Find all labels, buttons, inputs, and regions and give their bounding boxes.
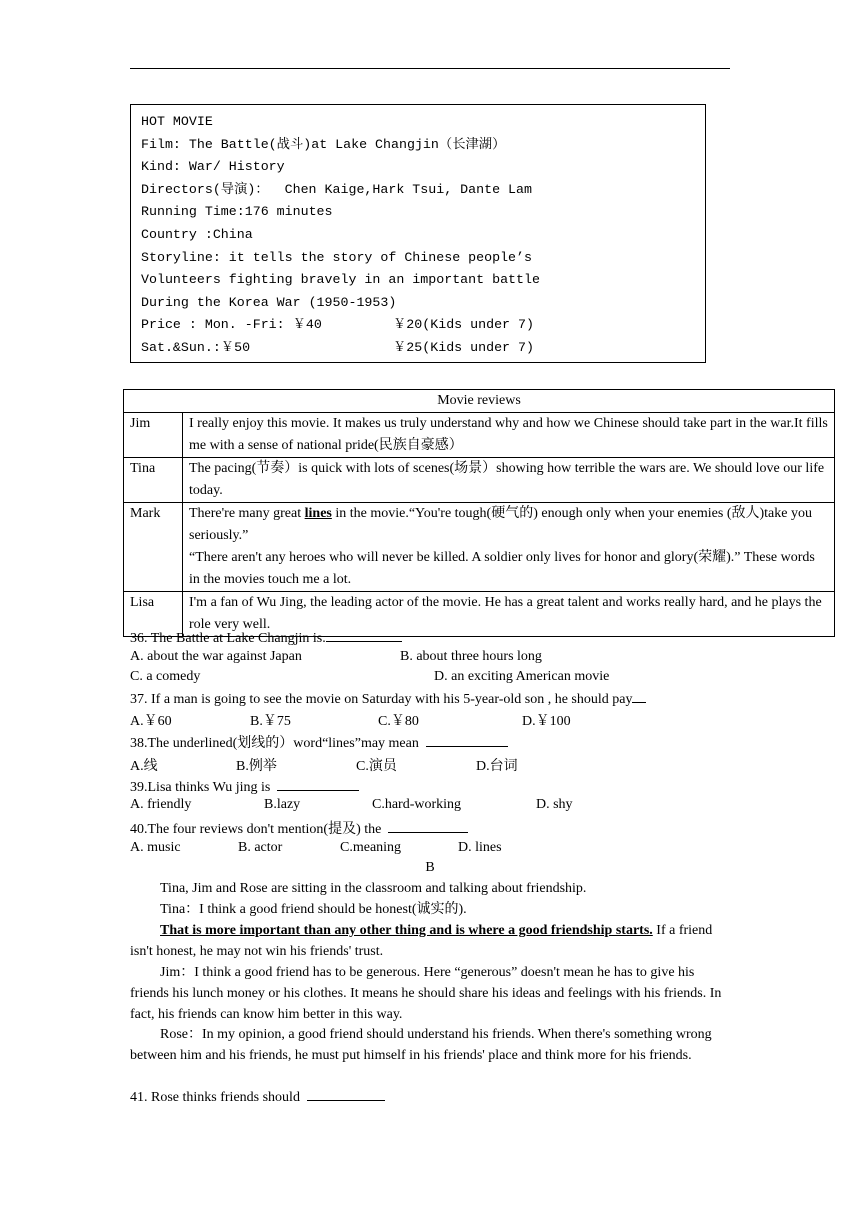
answer-blank: [307, 1086, 385, 1101]
option-a: A.线: [130, 759, 158, 774]
movie-line: Film: The Battle(战斗)at Lake Changjin（长津湖）: [141, 136, 506, 152]
table-row: [124, 458, 835, 503]
price-weekday: [141, 314, 705, 337]
review-text: [183, 503, 835, 592]
option-b: B.例举: [236, 759, 277, 774]
option-d: D. shy: [536, 797, 573, 812]
reviewer-name: Mark: [124, 503, 183, 592]
question-41: [130, 1086, 385, 1108]
reviews-header: Movie reviews: [124, 390, 835, 413]
price-weekend-kids: ￥25(Kids under 7): [393, 339, 534, 355]
reviewer-name: Lisa: [124, 592, 183, 637]
option-b: B. about three hours long: [400, 649, 542, 664]
paragraph-text: If a friend isn't honest, he may not win his friends' trust.: [130, 923, 713, 959]
answer-blank: [277, 776, 359, 791]
option-c: C.hard-working: [372, 797, 462, 812]
question-40: [130, 818, 468, 840]
review-text: The pacing(节奏）is quick with lots of scenes(场景）showing how terrible the wars are. We should love our life today.: [183, 458, 835, 503]
option-c: C.￥80: [378, 714, 419, 729]
option-b: B.￥75: [250, 714, 291, 729]
passage-paragraph: Tina, Jim and Rose are sitting in the classroom and talking about friendship.: [160, 881, 587, 896]
option-c: C. a comedy: [130, 669, 201, 684]
question-37: [130, 688, 646, 710]
price-weekend: [141, 337, 705, 360]
option-d: D.￥100: [522, 714, 571, 729]
option-a: A.￥60: [130, 714, 172, 729]
option-d: D. lines: [458, 840, 502, 855]
question-text: 37. If a man is going to see the movie on Saturday with his 5-year-old son , he should pay: [130, 692, 633, 707]
review-text-quote: “There aren't any heroes who will never be killed. A soldier only lives for honor and glory(荣耀).” These words in the movies touch me a lot.: [189, 550, 815, 587]
movie-line: Volunteers fighting bravely in an important battle: [141, 272, 540, 288]
table-row: [124, 413, 835, 458]
question-text: 36. The Battle at Lake Changjin is.: [130, 631, 326, 646]
reviewer-name: Jim: [124, 413, 183, 458]
passage-paragraph: [130, 921, 730, 963]
movie-line: Running Time:176 minutes: [141, 204, 333, 220]
underlined-sentence: That is more important than any other thing and is where a good friendship starts.: [160, 923, 653, 938]
question-38: [130, 732, 508, 754]
passage-paragraph: Tina：I think a good friend should be honest(诚实的).: [160, 902, 467, 917]
option-b: B. actor: [238, 840, 283, 855]
answer-blank: [426, 732, 508, 747]
review-text: I'm a fan of Wu Jing, the leading actor of the movie. He has a great talent and works really hard, and he plays the role very well.: [183, 592, 835, 637]
passage-paragraph: Rose：In my opinion, a good friend should understand his friends. When there's something wrong between him and his friends, he must put himself in his friends' place and think more for his friends.: [130, 1027, 712, 1063]
question-39: [130, 776, 359, 798]
question-text: 41. Rose thinks friends should: [130, 1090, 300, 1105]
review-text-pre: There're many great: [189, 506, 305, 521]
reviewer-name: Tina: [124, 458, 183, 503]
option-a: A. friendly: [130, 797, 192, 812]
movie-line: During the Korea War (1950-1953): [141, 294, 397, 310]
question-36: [130, 627, 402, 649]
option-c: C.meaning: [340, 840, 402, 855]
option-d: D. an exciting American movie: [434, 669, 610, 684]
answer-blank: [632, 688, 646, 703]
movie-line: Country :China: [141, 226, 253, 242]
movie-line: HOT MOVIE: [141, 114, 213, 129]
movie-line: Kind: War/ History: [141, 159, 285, 175]
price-weekend-adult: Sat.&Sun.:￥50: [141, 339, 251, 355]
answer-blank: [388, 818, 468, 833]
table-row: [124, 503, 835, 592]
price-weekday-kids: ￥20(Kids under 7): [393, 317, 534, 333]
option-a: A. about the war against Japan: [130, 649, 302, 664]
question-text: 40.The four reviews don't mention(提及) the: [130, 822, 382, 837]
option-a: A. music: [130, 840, 181, 855]
option-d: D.台词: [476, 759, 518, 774]
movie-line: Directors(导演)： Chen Kaige,Hark Tsui, Dante Lam: [141, 181, 532, 197]
option-b: B.lazy: [264, 797, 301, 812]
answer-blank: [326, 627, 402, 642]
reviews-table: [123, 389, 835, 637]
review-text: I really enjoy this movie. It makes us truly understand why and how we Chinese should take part in the war.It fills me with a sense of national pride(民族自豪感）: [183, 413, 835, 458]
passage-paragraph: Jim：I think a good friend has to be generous. Here “generous” doesn't mean he has to give his friends his lunch money or his clothes. It means he should share his ideas and feelings with his friends. In fact, his friends can know him better in this way.: [130, 965, 722, 1022]
review-text-post: in the movie.“You're tough(硬气的) enough only when your enemies (敌人)take you seriously.”: [189, 506, 812, 543]
question-text: 39.Lisa thinks Wu jing is: [130, 780, 271, 795]
header-rule: [130, 68, 730, 69]
movie-line: Storyline: it tells the story of Chinese people’s: [141, 249, 532, 265]
movie-info-box: [130, 104, 706, 363]
price-weekday-adult: Price : Mon. -Fri: ￥40: [141, 317, 322, 333]
question-text: 38.The underlined(划线的）word“lines”may mean: [130, 736, 419, 751]
option-c: C.演员: [356, 759, 397, 774]
underlined-word: lines: [304, 506, 332, 521]
section-heading: B: [425, 860, 435, 875]
